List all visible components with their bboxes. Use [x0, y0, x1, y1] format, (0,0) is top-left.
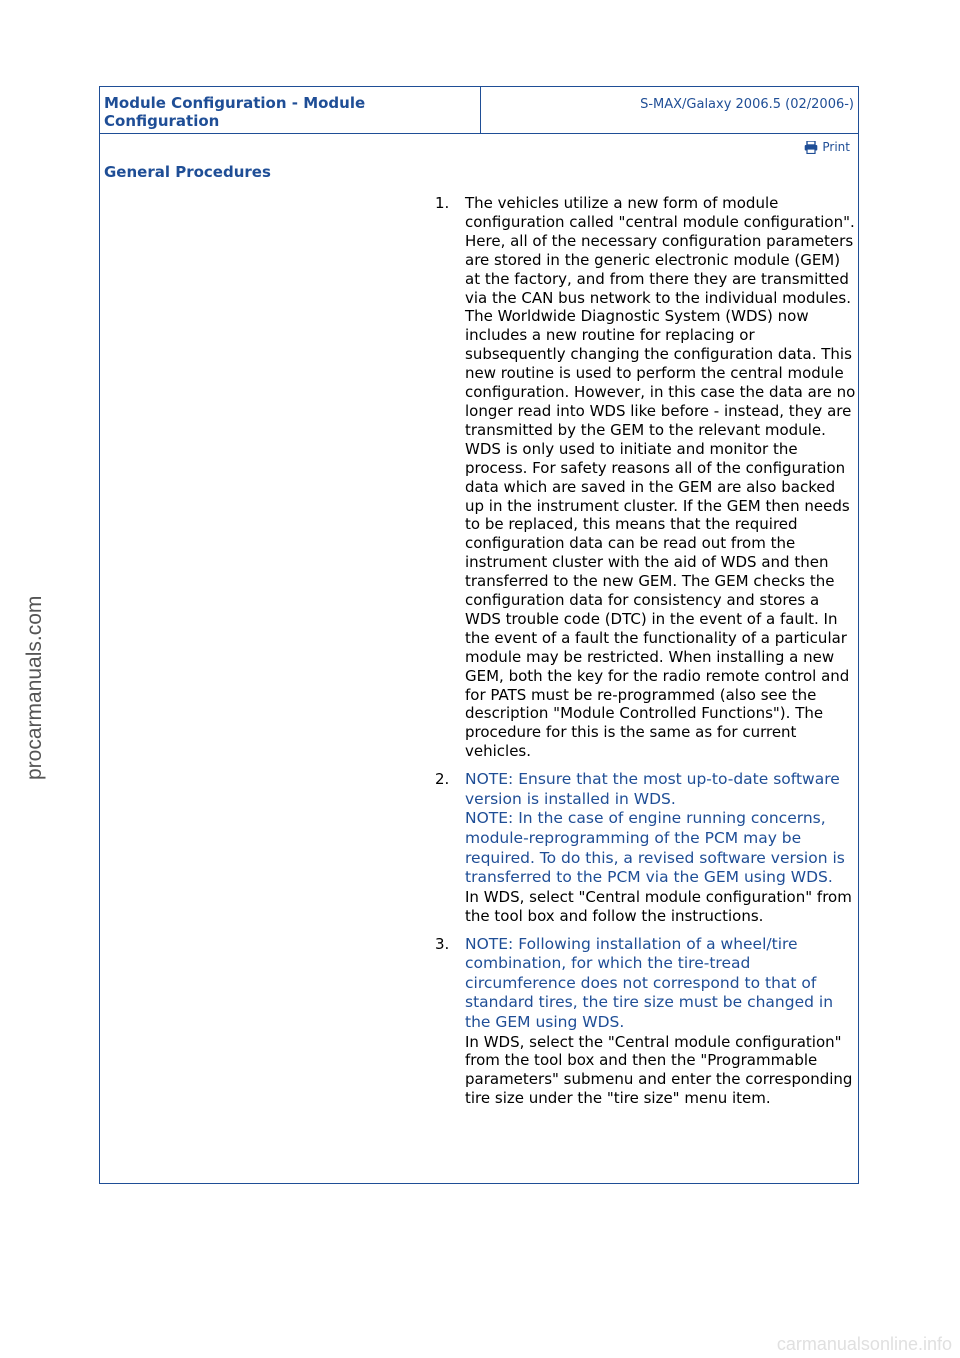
header-divider [480, 87, 481, 133]
document-frame [99, 86, 859, 1184]
procedure-steps [430, 194, 858, 1117]
side-watermark: procarmanuals.com [23, 595, 46, 780]
step-text: The vehicles utilize a new form of module configuration called "central module configuration". Here, all of the necessary configuration parameters are stored in the generic electronic module (GEM) at the factory, and from there they are transmitted via the CAN bus network to the individual modules. The Worldwide Diagnostic System (WDS) now includes a new routine for replacing or subsequently changing the configuration data. This new routine is used to perform the central module configuration. However, in this case the data are no longer read into WDS like before - instead, they are transmitted by the GEM to the relevant module. WDS is only used to initiate and monitor the process. For safety reasons all of the configuration data which are saved in the GEM are also backed up in the instrument cluster. If the GEM then needs to be replaced, this means that the required configuration data can be read out from the instrument cluster with the aid of WDS and then transferred to the new GEM. The GEM checks the configuration data for consistency and stores a WDS trouble code (DTC) in the event of a fault. In the event of a fault the functionality of a particular module may be restricted. When installing a new GEM, both the key for the radio remote control and for PATS must be re-programmed (also see the description "Module Controlled Functions"). The procedure for this is the same as for current vehicles. [465, 194, 856, 761]
procedure-step [430, 935, 858, 1109]
printer-icon [804, 141, 818, 154]
section-title: General Procedures [104, 163, 271, 181]
bottom-watermark: carmanualsonline.info [776, 1334, 952, 1354]
print-link[interactable] [804, 140, 850, 154]
step-number: 2. [435, 770, 450, 789]
document-header [100, 87, 858, 134]
step-note: NOTE: In the case of engine running concerns, module-reprogramming of the PCM may be required. To do this, a revised software version is transferred to the PCM via the GEM using WDS. [465, 809, 845, 887]
step-text: In WDS, select the "Central module configuration" from the tool box and then the "Programmable parameters" submenu and enter the corresponding tire size under the "tire size" menu item. [465, 1032, 853, 1108]
step-number: 3. [435, 934, 450, 953]
step-text: In WDS, select "Central module configuration" from the tool box and follow the instructions. [465, 887, 852, 925]
step-note: NOTE: Following installation of a wheel/tire combination, for which the tire-tread circumference does not correspond to that of standard tires, the tire size must be changed in the GEM using WDS. [465, 934, 834, 1031]
vehicle-model: S-MAX/Galaxy 2006.5 (02/2006-) [640, 97, 854, 112]
step-number: 1. [435, 194, 450, 212]
print-label: Print [822, 140, 850, 154]
step-note: NOTE: Ensure that the most up-to-date software version is installed in WDS. [465, 770, 840, 808]
page-title: Module Configuration - Module Configuration [104, 94, 366, 130]
procedure-step [430, 194, 858, 761]
procedure-step [430, 770, 858, 925]
